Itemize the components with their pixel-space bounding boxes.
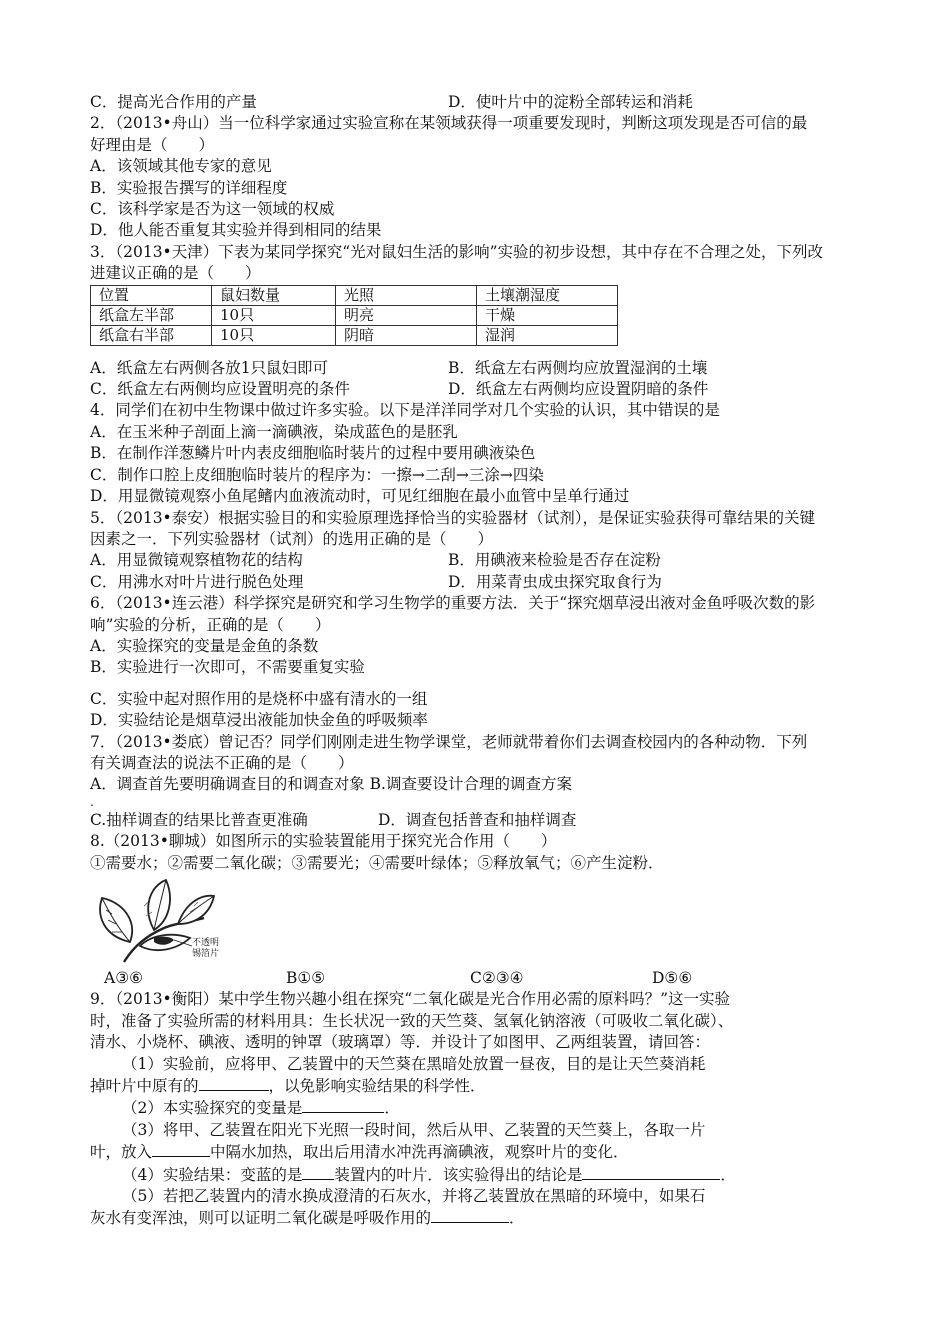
q9-part-2-text: （2）本实验探究的变量是 (122, 1099, 303, 1118)
figure-label-foil: 锡箔片 (192, 949, 220, 959)
q9-part-3-text: 叶，放入 (90, 1143, 153, 1162)
table-header-cell: 光照 (336, 285, 477, 305)
q3-table (90, 285, 618, 346)
answer-blank[interactable] (302, 1164, 334, 1180)
q5-stem-1: 5．（2013•泰安）根据实验目的和实验原理选择恰当的实验器材（试剂），是保证实验获得可靠结果的关键 (90, 508, 815, 527)
table-cell: 纸盒右半部 (91, 325, 212, 345)
table-header-cell: 位置 (91, 285, 212, 305)
q6-option-d: D．实验结论是烟草浸出液能加快金鱼的呼吸频率 (90, 711, 428, 730)
q9-stem-2: 时，准备了实验所需的材料用具：生长状况一致的天竺葵、氢氧化钠溶液（可吸收二氧化碳）、 (90, 1011, 734, 1030)
q3-option-b: B．纸盒左右两侧均应放置湿润的土壤 (448, 358, 708, 377)
q9-stem-1: 9．（2013•衡阳）某中学生物兴趣小组在探究“二氧化碳是光合作用必需的原料吗？”这一实验 (90, 990, 731, 1009)
q2-stem-2: 好理由是（ ） (90, 135, 215, 154)
q7-options-cd (90, 810, 870, 831)
q9-stem-3: 清水、小烧杯、碘液、透明的钟罩（玻璃罩）等．并设计了如图甲、乙两组装置，请回答： (90, 1033, 711, 1052)
q7-stray-dot-line (90, 796, 870, 810)
worksheet (90, 92, 870, 1230)
q7-option-d: D．调查包括普查和抽样调查 (378, 810, 577, 829)
q9-part-2-tail: ． (384, 1099, 400, 1118)
q9-part-2 (90, 1097, 870, 1119)
q4-option-b: B．在制作洋葱鳞片叶内表皮细胞临时装片的过程中要用碘液染色 (90, 444, 536, 463)
q2-option-d: D．他人能否重复其实验并得到相同的结果 (90, 221, 382, 240)
q3-table-header (91, 285, 618, 305)
answer-blank[interactable] (302, 1097, 384, 1113)
answer-blank[interactable] (152, 1141, 210, 1157)
table-header-cell: 土壤潮湿度 (477, 285, 618, 305)
q2-stem-1: 2．（2013•舟山）当一位科学家通过实验宣称在某领域获得一项重要发现时，判断这项发现是否可信的最 (90, 114, 808, 133)
q3-options-cd (90, 379, 870, 400)
q9-part-5b (90, 1207, 870, 1229)
table-cell: 明亮 (336, 305, 477, 325)
table-cell: 10只 (212, 325, 336, 345)
q3-stem-1: 3．（2013•天津）下表为某同学探究“光对鼠妇生活的影响”实验的初步设想，其中存在不合理之处，下列改 (90, 242, 824, 261)
q5-option-b: B．用碘液来检验是否存在淀粉 (448, 551, 661, 570)
q7-options-ab: A．调查首先要明确调查目的和调查对象 B.调查要设计合理的调查方案 (90, 775, 572, 794)
q9-part-1-text: 掉叶片中原有的 (90, 1077, 199, 1096)
q9-part-4-mid: 装置内的叶片．该实验得出的结论是 (334, 1165, 583, 1184)
q5-option-c: C．用沸水对叶片进行脱色处理 (90, 572, 304, 591)
q8-option-a: A③⑥ (104, 969, 143, 987)
q9-part-5-tail: ． (509, 1209, 525, 1228)
q5-options-cd (90, 572, 870, 593)
q4-option-d: D．用显微镜观察小鱼尾鳍内血液流动时，可见红细胞在最小血管中呈单行通过 (90, 487, 630, 506)
q9-part-3-tail: 中隔水加热，取出后用清水冲洗再滴碘液，观察叶片的变化． (210, 1143, 629, 1162)
q8-stem: 8.（2013•聊城）如图所示的实验装置能用于探究光合作用（ ） (90, 832, 557, 851)
q6-option-b: B．实验进行一次即可，不需要重复实验 (90, 658, 365, 677)
q3-option-a: A．纸盒左右两侧各放1只鼠妇即可 (90, 358, 329, 377)
q6-stem-2: 响”实验的分析，正确的是（ ） (90, 615, 331, 634)
q8-option-c: C②③④ (470, 969, 524, 987)
q7-option-c: C.抽样调查的结果比普查更准确 (90, 810, 308, 829)
q8-figure (90, 876, 870, 968)
q9-part-4-tail: ． (720, 1165, 736, 1184)
table-row (91, 305, 618, 325)
q2-option-b: B．实验报告撰写的详细程度 (90, 178, 288, 197)
q9-part-4 (90, 1164, 870, 1186)
q9-part-5-text: 灰水有变浑浊，则可以证明二氧化碳是呼吸作用的 (90, 1209, 432, 1228)
q4-option-a: A．在玉米种子剖面上滴一滴碘液，染成蓝色的是胚乳 (90, 422, 458, 441)
q9-part-3a: （3）将甲、乙装置在阳光下光照一段时间，然后从甲、乙装置的天竺葵上，各取一片 (122, 1120, 706, 1139)
stray-dot: . (90, 794, 94, 809)
q7-stem-2: 有关调查法的说法不正确的是（ ） (90, 753, 354, 772)
q6-stem-1: 6．（2013•连云港）科学探究是研究和学习生物学的重要方法．关于“探究烟草浸出液对金鱼呼吸次数的影 (90, 594, 816, 613)
q5-option-d: D．用菜青虫成虫探究取食行为 (448, 572, 662, 591)
q3-option-d: D．纸盒左右两侧均应设置阴暗的条件 (448, 380, 709, 399)
q5-stem-2: 因素之一．下列实验器材（试剂）的选用正确的是（ ） (90, 529, 494, 548)
figure-label-opaque: 不透明 (192, 938, 220, 948)
q9-part-1a: （1）实验前，应将甲、乙装置中的天竺葵在黑暗处放置一昼夜，目的是让天竺葵消耗 (122, 1054, 706, 1073)
q9-part-1-tail: ，以免影响实验结果的科学性． (268, 1077, 486, 1096)
q2-option-c: C．该科学家是否为这一领域的权威 (90, 200, 335, 219)
q9-part-3b (90, 1141, 870, 1163)
q4-stem: 4．同学们在初中生物课中做过许多实验。以下是洋洋同学对几个实验的认识，其中错误的是 (90, 401, 720, 420)
table-cell: 纸盒左半部 (91, 305, 212, 325)
table-cell: 阴暗 (336, 325, 477, 345)
q9-part-1b (90, 1075, 870, 1097)
q3-stem-2: 进建议正确的是（ ） (90, 264, 261, 283)
q9-part-4-text: （4）实验结果：变蓝的是 (122, 1165, 303, 1184)
table-header-cell: 鼠妇数量 (212, 285, 336, 305)
q6-option-c: C．实验中起对照作用的是烧杯中盛有清水的一组 (90, 689, 428, 708)
q3-option-c: C．纸盒左右两侧均应设置明亮的条件 (90, 380, 350, 399)
q5-option-a: A．用显微镜观察植物花的结构 (90, 551, 303, 570)
q1-option-d: D．使叶片中的淀粉全部转运和消耗 (448, 93, 693, 111)
q7-stem-1: 7．（2013•娄底）曾记否？同学们刚刚走进生物学课堂，老师就带着你们去调查校园内的各种动物．下列 (90, 732, 808, 751)
q8-options (90, 968, 870, 989)
q8-items: ①需要水；②需要二氧化碳；③需要光；④需要叶绿体；⑤释放氧气；⑥产生淀粉． (90, 853, 664, 872)
answer-blank[interactable] (582, 1164, 720, 1180)
q8-option-b: B①⑤ (286, 969, 326, 987)
q3-options-ab (90, 358, 870, 379)
q8-option-d: D⑤⑥ (652, 969, 693, 987)
q6-option-a: A．实验探究的变量是金鱼的条数 (90, 636, 319, 655)
table-cell: 干燥 (477, 305, 618, 325)
q1-option-c: C．提高光合作用的产量 (90, 93, 257, 111)
table-cell: 10只 (212, 305, 336, 325)
table-row (91, 325, 618, 345)
q9-part-5a: （5）若把乙装置内的清水换成澄清的石灰水，并将乙装置放在黑暗的环境中，如果石 (122, 1187, 706, 1206)
q4-option-c: C．制作口腔上皮细胞临时装片的程序为：一擦→二刮→三涂→四染 (90, 465, 544, 484)
q1-options-cd (90, 92, 870, 113)
table-cell: 湿润 (477, 325, 618, 345)
answer-blank[interactable] (199, 1075, 269, 1091)
q2-option-a: A．该领域其他专家的意见 (90, 157, 272, 176)
answer-blank[interactable] (431, 1207, 509, 1223)
q5-options-ab (90, 550, 870, 571)
